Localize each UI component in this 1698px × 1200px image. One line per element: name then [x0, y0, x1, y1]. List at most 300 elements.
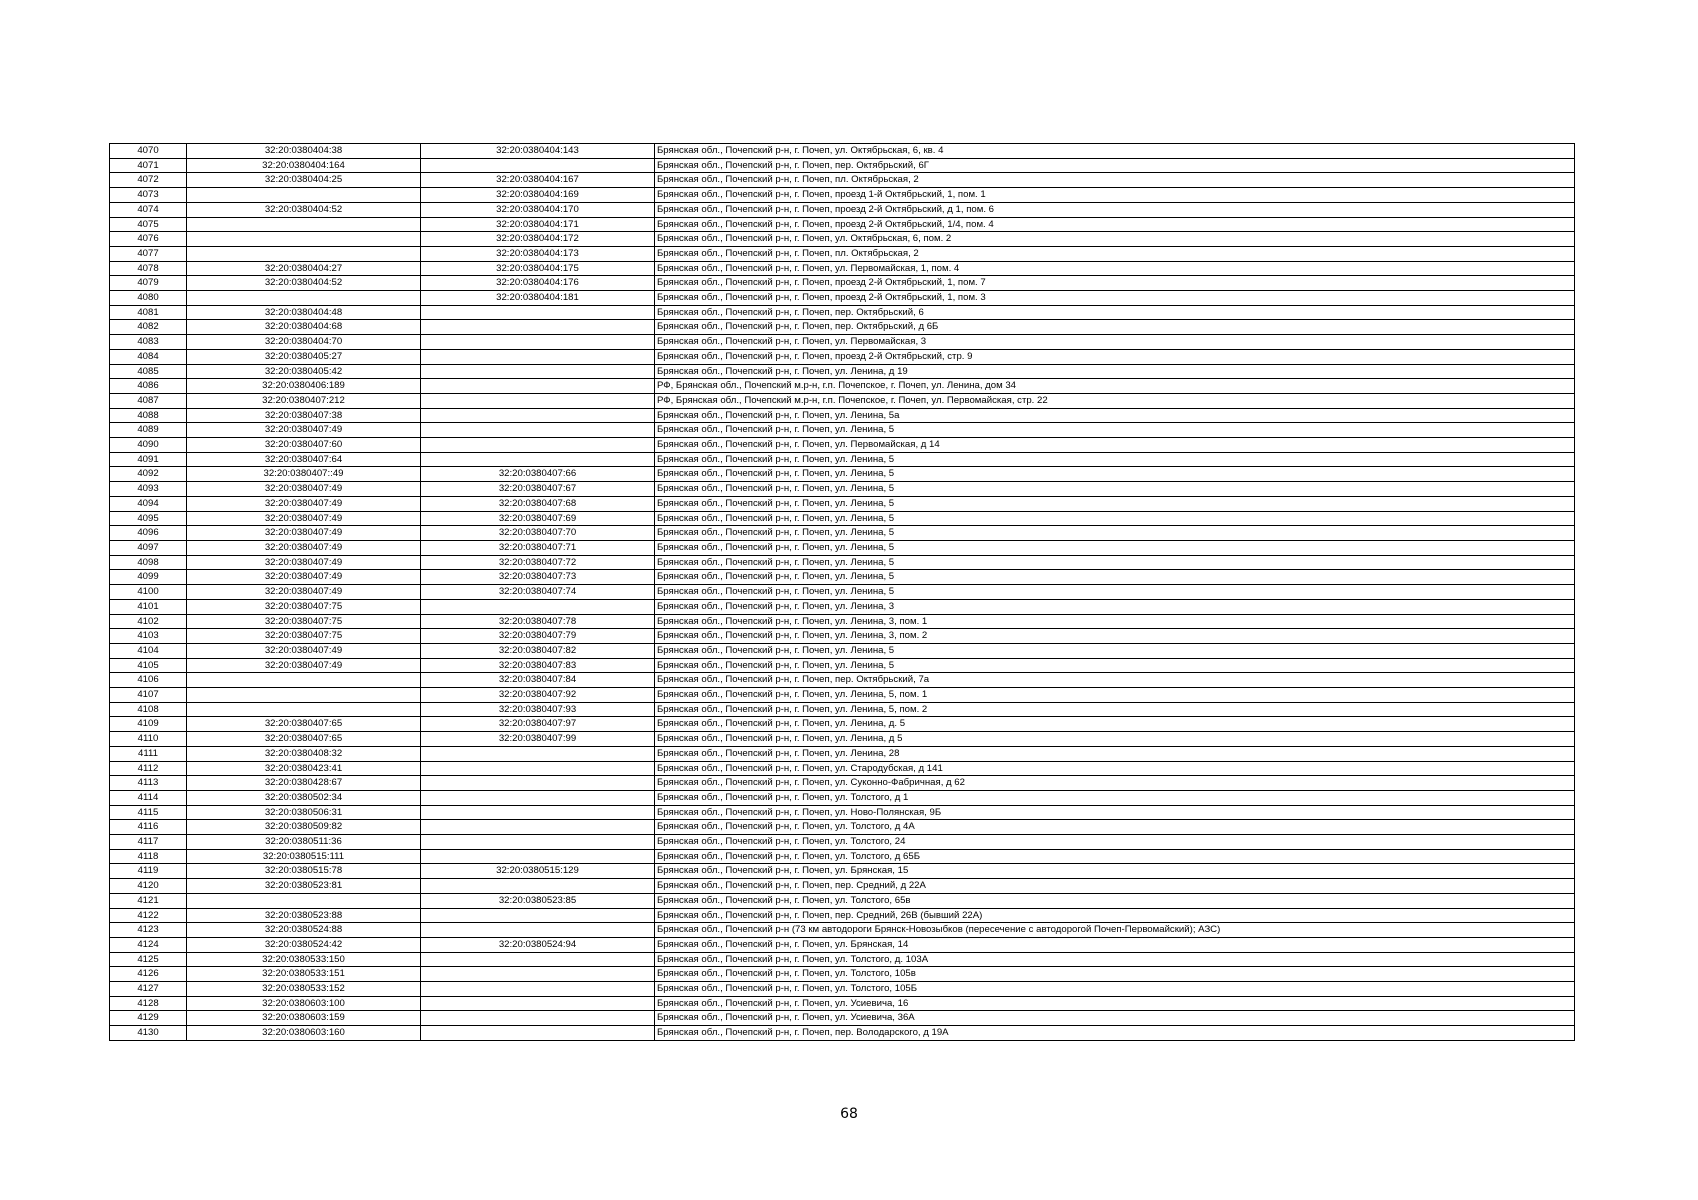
table-row — [110, 144, 1575, 159]
cadastral-number-cell: 32:20:0380407:75 — [187, 614, 421, 629]
address-cell: Брянская обл., Почепский р-н, г. Почеп, ул. Ленина, 5 — [655, 540, 1575, 555]
cadastral-number-cell — [187, 893, 421, 908]
address-cell: Брянская обл., Почепский р-н, г. Почеп, ул. Стародубская, д 141 — [655, 761, 1575, 776]
related-cadastral-number-cell — [421, 835, 655, 850]
address-cell: Брянская обл., Почепский р-н, г. Почеп, пер. Октябрьский, 7а — [655, 673, 1575, 688]
address-cell: Брянская обл., Почепский р-н, г. Почеп, пер. Средний, д 22А — [655, 879, 1575, 894]
table-row — [110, 173, 1575, 188]
row-number-cell: 4109 — [110, 717, 187, 732]
table-row — [110, 526, 1575, 541]
cadastral-number-cell: 32:20:0380506:31 — [187, 805, 421, 820]
table-row — [110, 1026, 1575, 1041]
address-cell: Брянская обл., Почепский р-н, г. Почеп, ул. Толстого, д 4А — [655, 820, 1575, 835]
row-number-cell: 4079 — [110, 276, 187, 291]
address-cell: Брянская обл., Почепский р-н, г. Почеп, ул. Ленина, 5 — [655, 570, 1575, 585]
cadastral-number-cell: 32:20:0380511:36 — [187, 835, 421, 850]
cadastral-number-cell: 32:20:0380408:32 — [187, 746, 421, 761]
table-row — [110, 688, 1575, 703]
address-cell: Брянская обл., Почепский р-н, г. Почеп, ул. Октябрьская, 6, кв. 4 — [655, 144, 1575, 159]
address-cell: Брянская обл., Почепский р-н, г. Почеп, ул. Ново-Полянская, 9Б — [655, 805, 1575, 820]
table-row — [110, 732, 1575, 747]
table-row — [110, 952, 1575, 967]
cadastral-number-cell: 32:20:0380407::49 — [187, 467, 421, 482]
address-cell: Брянская обл., Почепский р-н, г. Почеп, ул. Брянская, 15 — [655, 864, 1575, 879]
related-cadastral-number-cell — [421, 599, 655, 614]
row-number-cell: 4090 — [110, 438, 187, 453]
table-row — [110, 305, 1575, 320]
cadastral-number-cell: 32:20:0380407:64 — [187, 452, 421, 467]
cadastral-number-cell: 32:20:0380524:88 — [187, 923, 421, 938]
cadastral-number-cell: 32:20:0380404:48 — [187, 305, 421, 320]
related-cadastral-number-cell — [421, 820, 655, 835]
cadastral-number-cell: 32:20:0380533:150 — [187, 952, 421, 967]
table-row — [110, 937, 1575, 952]
cadastral-number-cell: 32:20:0380603:159 — [187, 1011, 421, 1026]
address-cell: Брянская обл., Почепский р-н, г. Почеп, ул. Толстого, д 65Б — [655, 849, 1575, 864]
related-cadastral-number-cell — [421, 408, 655, 423]
address-cell: Брянская обл., Почепский р-н, г. Почеп, ул. Ленина, д 19 — [655, 364, 1575, 379]
row-number-cell: 4093 — [110, 482, 187, 497]
table-row — [110, 570, 1575, 585]
table-row — [110, 908, 1575, 923]
related-cadastral-number-cell — [421, 423, 655, 438]
cadastral-number-cell — [187, 673, 421, 688]
page-number: 68 — [840, 1106, 858, 1122]
cadastral-number-cell: 32:20:0380407:38 — [187, 408, 421, 423]
address-cell: Брянская обл., Почепский р-н, г. Почеп, пер. Володарского, д 19А — [655, 1026, 1575, 1041]
registry-table-body — [110, 144, 1575, 1041]
row-number-cell: 4077 — [110, 246, 187, 261]
row-number-cell: 4076 — [110, 232, 187, 247]
related-cadastral-number-cell: 32:20:0380404:176 — [421, 276, 655, 291]
table-row — [110, 540, 1575, 555]
address-cell: Брянская обл., Почепский р-н, г. Почеп, пл. Октябрьская, 2 — [655, 246, 1575, 261]
address-cell: Брянская обл., Почепский р-н, г. Почеп, ул. Ленина, 5 — [655, 555, 1575, 570]
address-cell: Брянская обл., Почепский р-н, г. Почеп, ул. Толстого, д 1 — [655, 790, 1575, 805]
related-cadastral-number-cell — [421, 364, 655, 379]
row-number-cell: 4111 — [110, 746, 187, 761]
related-cadastral-number-cell: 32:20:0380404:167 — [421, 173, 655, 188]
row-number-cell: 4106 — [110, 673, 187, 688]
address-cell: Брянская обл., Почепский р-н, г. Почеп, проезд 2-й Октябрьский, 1, пом. 7 — [655, 276, 1575, 291]
related-cadastral-number-cell: 32:20:0380404:171 — [421, 217, 655, 232]
table-row — [110, 702, 1575, 717]
cadastral-number-cell — [187, 702, 421, 717]
related-cadastral-number-cell — [421, 379, 655, 394]
cadastral-number-cell: 32:20:0380407:49 — [187, 540, 421, 555]
table-row — [110, 805, 1575, 820]
row-number-cell: 4101 — [110, 599, 187, 614]
table-row — [110, 320, 1575, 335]
table-row — [110, 761, 1575, 776]
related-cadastral-number-cell: 32:20:0380407:79 — [421, 629, 655, 644]
related-cadastral-number-cell: 32:20:0380407:69 — [421, 511, 655, 526]
address-cell: Брянская обл., Почепский р-н, г. Почеп, ул. Первомайская, д 14 — [655, 438, 1575, 453]
address-cell: Брянская обл., Почепский р-н, г. Почеп, пер. Средний, 26В (бывший 22А) — [655, 908, 1575, 923]
row-number-cell: 4097 — [110, 540, 187, 555]
related-cadastral-number-cell — [421, 320, 655, 335]
table-row — [110, 555, 1575, 570]
row-number-cell: 4113 — [110, 776, 187, 791]
table-row — [110, 849, 1575, 864]
related-cadastral-number-cell — [421, 908, 655, 923]
cadastral-number-cell: 32:20:0380405:27 — [187, 349, 421, 364]
cadastral-number-cell: 32:20:0380523:81 — [187, 879, 421, 894]
table-row — [110, 982, 1575, 997]
registry-table — [109, 143, 1575, 1041]
related-cadastral-number-cell — [421, 305, 655, 320]
table-row — [110, 746, 1575, 761]
row-number-cell: 4108 — [110, 702, 187, 717]
address-cell: Брянская обл., Почепский р-н, г. Почеп, ул. Первомайская, 3 — [655, 335, 1575, 350]
table-row — [110, 658, 1575, 673]
address-cell: Брянская обл., Почепский р-н, г. Почеп, пер. Октябрьский, 6Г — [655, 158, 1575, 173]
related-cadastral-number-cell: 32:20:0380407:71 — [421, 540, 655, 555]
table-row — [110, 217, 1575, 232]
row-number-cell: 4125 — [110, 952, 187, 967]
address-cell: Брянская обл., Почепский р-н, г. Почеп, ул. Ленина, 5, пом. 2 — [655, 702, 1575, 717]
row-number-cell: 4103 — [110, 629, 187, 644]
row-number-cell: 4092 — [110, 467, 187, 482]
cadastral-number-cell: 32:20:0380533:151 — [187, 967, 421, 982]
related-cadastral-number-cell — [421, 452, 655, 467]
table-row — [110, 585, 1575, 600]
related-cadastral-number-cell: 32:20:0380407:92 — [421, 688, 655, 703]
address-cell: Брянская обл., Почепский р-н, г. Почеп, ул. Толстого, 24 — [655, 835, 1575, 850]
related-cadastral-number-cell: 32:20:0380404:170 — [421, 202, 655, 217]
row-number-cell: 4122 — [110, 908, 187, 923]
row-number-cell: 4098 — [110, 555, 187, 570]
related-cadastral-number-cell: 32:20:0380407:67 — [421, 482, 655, 497]
cadastral-number-cell: 32:20:0380603:160 — [187, 1026, 421, 1041]
address-cell: Брянская обл., Почепский р-н, г. Почеп, ул. Ленина, д. 5 — [655, 717, 1575, 732]
row-number-cell: 4080 — [110, 291, 187, 306]
address-cell: РФ, Брянская обл., Почепский м.р-н, г.п. Почепское, г. Почеп, ул. Первомайская, стр. 22 — [655, 393, 1575, 408]
related-cadastral-number-cell: 32:20:0380407:97 — [421, 717, 655, 732]
cadastral-number-cell: 32:20:0380407:49 — [187, 643, 421, 658]
row-number-cell: 4087 — [110, 393, 187, 408]
address-cell: Брянская обл., Почепский р-н, г. Почеп, ул. Ленина, 5а — [655, 408, 1575, 423]
table-row — [110, 232, 1575, 247]
related-cadastral-number-cell: 32:20:0380407:83 — [421, 658, 655, 673]
address-cell: Брянская обл., Почепский р-н, г. Почеп, ул. Ленина, 5 — [655, 467, 1575, 482]
related-cadastral-number-cell: 32:20:0380404:169 — [421, 188, 655, 203]
table-row — [110, 996, 1575, 1011]
row-number-cell: 4072 — [110, 173, 187, 188]
cadastral-number-cell — [187, 232, 421, 247]
cadastral-number-cell: 32:20:0380407:49 — [187, 423, 421, 438]
address-cell: Брянская обл., Почепский р-н, г. Почеп, ул. Брянская, 14 — [655, 937, 1575, 952]
table-row — [110, 496, 1575, 511]
table-row — [110, 893, 1575, 908]
table-row — [110, 202, 1575, 217]
related-cadastral-number-cell — [421, 805, 655, 820]
address-cell: Брянская обл., Почепский р-н, г. Почеп, ул. Ленина, 5 — [655, 423, 1575, 438]
row-number-cell: 4127 — [110, 982, 187, 997]
cadastral-number-cell: 32:20:0380509:82 — [187, 820, 421, 835]
related-cadastral-number-cell — [421, 349, 655, 364]
address-cell: Брянская обл., Почепский р-н, г. Почеп, ул. Ленина, 5 — [655, 511, 1575, 526]
address-cell: Брянская обл., Почепский р-н, г. Почеп, ул. Усиевича, 16 — [655, 996, 1575, 1011]
table-row — [110, 276, 1575, 291]
related-cadastral-number-cell: 32:20:0380407:72 — [421, 555, 655, 570]
table-row — [110, 393, 1575, 408]
row-number-cell: 4085 — [110, 364, 187, 379]
address-cell: Брянская обл., Почепский р-н, г. Почеп, проезд 2-й Октябрьский, д 1, пом. 6 — [655, 202, 1575, 217]
cadastral-number-cell: 32:20:0380406:189 — [187, 379, 421, 394]
cadastral-number-cell: 32:20:0380407:212 — [187, 393, 421, 408]
table-row — [110, 1011, 1575, 1026]
cadastral-number-cell: 32:20:0380524:42 — [187, 937, 421, 952]
related-cadastral-number-cell — [421, 761, 655, 776]
table-row — [110, 673, 1575, 688]
table-row — [110, 423, 1575, 438]
table-row — [110, 261, 1575, 276]
cadastral-number-cell: 32:20:0380404:38 — [187, 144, 421, 159]
table-row — [110, 629, 1575, 644]
cadastral-number-cell: 32:20:0380407:49 — [187, 658, 421, 673]
address-cell: Брянская обл., Почепский р-н, г. Почеп, ул. Первомайская, 1, пом. 4 — [655, 261, 1575, 276]
address-cell: Брянская обл., Почепский р-н, г. Почеп, пер. Октябрьский, д 6Б — [655, 320, 1575, 335]
related-cadastral-number-cell — [421, 967, 655, 982]
row-number-cell: 4086 — [110, 379, 187, 394]
related-cadastral-number-cell: 32:20:0380407:99 — [421, 732, 655, 747]
table-row — [110, 467, 1575, 482]
table-row — [110, 438, 1575, 453]
address-cell: Брянская обл., Почепский р-н, г. Почеп, ул. Ленина, 5 — [655, 452, 1575, 467]
address-cell: Брянская обл., Почепский р-н, г. Почеп, проезд 1-й Октябрьский, 1, пом. 1 — [655, 188, 1575, 203]
address-cell: Брянская обл., Почепский р-н, г. Почеп, ул. Ленина, 5 — [655, 526, 1575, 541]
address-cell: Брянская обл., Почепский р-н, г. Почеп, ул. Ленина, 3, пом. 1 — [655, 614, 1575, 629]
related-cadastral-number-cell — [421, 393, 655, 408]
related-cadastral-number-cell — [421, 1011, 655, 1026]
table-row — [110, 349, 1575, 364]
table-row — [110, 923, 1575, 938]
row-number-cell: 4130 — [110, 1026, 187, 1041]
table-row — [110, 335, 1575, 350]
cadastral-number-cell: 32:20:0380428:67 — [187, 776, 421, 791]
address-cell: Брянская обл., Почепский р-н, г. Почеп, ул. Толстого, д. 103А — [655, 952, 1575, 967]
row-number-cell: 4115 — [110, 805, 187, 820]
cadastral-number-cell — [187, 291, 421, 306]
address-cell: Брянская обл., Почепский р-н (73 км автодороги Брянск-Новозыбков (пересечение с автодорогой Почеп-Первомайский); АЗС) — [655, 923, 1575, 938]
related-cadastral-number-cell — [421, 982, 655, 997]
related-cadastral-number-cell: 32:20:0380404:172 — [421, 232, 655, 247]
row-number-cell: 4078 — [110, 261, 187, 276]
related-cadastral-number-cell — [421, 790, 655, 805]
cadastral-number-cell: 32:20:0380515:78 — [187, 864, 421, 879]
cadastral-number-cell: 32:20:0380407:49 — [187, 570, 421, 585]
related-cadastral-number-cell — [421, 438, 655, 453]
row-number-cell: 4100 — [110, 585, 187, 600]
cadastral-number-cell: 32:20:0380404:27 — [187, 261, 421, 276]
row-number-cell: 4118 — [110, 849, 187, 864]
row-number-cell: 4123 — [110, 923, 187, 938]
cadastral-number-cell: 32:20:0380407:75 — [187, 629, 421, 644]
related-cadastral-number-cell — [421, 923, 655, 938]
cadastral-number-cell: 32:20:0380407:49 — [187, 585, 421, 600]
cadastral-number-cell: 32:20:0380407:49 — [187, 555, 421, 570]
table-row — [110, 879, 1575, 894]
related-cadastral-number-cell: 32:20:0380407:82 — [421, 643, 655, 658]
address-cell: Брянская обл., Почепский р-н, г. Почеп, проезд 2-й Октябрьский, 1, пом. 3 — [655, 291, 1575, 306]
row-number-cell: 4102 — [110, 614, 187, 629]
cadastral-number-cell: 32:20:0380407:65 — [187, 717, 421, 732]
row-number-cell: 4070 — [110, 144, 187, 159]
table-row — [110, 967, 1575, 982]
cadastral-number-cell: 32:20:0380502:34 — [187, 790, 421, 805]
table-row — [110, 246, 1575, 261]
table-row — [110, 790, 1575, 805]
cadastral-number-cell: 32:20:0380423:41 — [187, 761, 421, 776]
row-number-cell: 4084 — [110, 349, 187, 364]
cadastral-number-cell: 32:20:0380404:68 — [187, 320, 421, 335]
table-row — [110, 188, 1575, 203]
related-cadastral-number-cell — [421, 849, 655, 864]
row-number-cell: 4124 — [110, 937, 187, 952]
address-cell: Брянская обл., Почепский р-н, г. Почеп, ул. Ленина, 5 — [655, 496, 1575, 511]
row-number-cell: 4075 — [110, 217, 187, 232]
cadastral-number-cell: 32:20:0380407:60 — [187, 438, 421, 453]
table-row — [110, 364, 1575, 379]
cadastral-number-cell — [187, 188, 421, 203]
cadastral-number-cell — [187, 688, 421, 703]
table-row — [110, 820, 1575, 835]
row-number-cell: 4096 — [110, 526, 187, 541]
address-cell: Брянская обл., Почепский р-н, г. Почеп, ул. Ленина, 3, пом. 2 — [655, 629, 1575, 644]
row-number-cell: 4088 — [110, 408, 187, 423]
related-cadastral-number-cell: 32:20:0380407:78 — [421, 614, 655, 629]
address-cell: Брянская обл., Почепский р-н, г. Почеп, проезд 2-й Октябрьский, 1/4, пом. 4 — [655, 217, 1575, 232]
row-number-cell: 4089 — [110, 423, 187, 438]
related-cadastral-number-cell: 32:20:0380407:68 — [421, 496, 655, 511]
cadastral-number-cell: 32:20:0380407:49 — [187, 526, 421, 541]
related-cadastral-number-cell — [421, 952, 655, 967]
address-cell: Брянская обл., Почепский р-н, г. Почеп, ул. Ленина, 5 — [655, 482, 1575, 497]
row-number-cell: 4105 — [110, 658, 187, 673]
cadastral-number-cell: 32:20:0380407:49 — [187, 511, 421, 526]
related-cadastral-number-cell: 32:20:0380404:175 — [421, 261, 655, 276]
address-cell: Брянская обл., Почепский р-н, г. Почеп, ул. Ленина, 5 — [655, 658, 1575, 673]
related-cadastral-number-cell: 32:20:0380404:181 — [421, 291, 655, 306]
address-cell: Брянская обл., Почепский р-н, г. Почеп, ул. Суконно-Фабричная, д 62 — [655, 776, 1575, 791]
cadastral-number-cell: 32:20:0380533:152 — [187, 982, 421, 997]
address-cell: Брянская обл., Почепский р-н, г. Почеп, ул. Толстого, 105Б — [655, 982, 1575, 997]
table-row — [110, 379, 1575, 394]
row-number-cell: 4121 — [110, 893, 187, 908]
row-number-cell: 4112 — [110, 761, 187, 776]
row-number-cell: 4074 — [110, 202, 187, 217]
cadastral-number-cell — [187, 246, 421, 261]
cadastral-number-cell: 32:20:0380404:52 — [187, 202, 421, 217]
cadastral-number-cell: 32:20:0380603:100 — [187, 996, 421, 1011]
row-number-cell: 4104 — [110, 643, 187, 658]
related-cadastral-number-cell: 32:20:0380407:84 — [421, 673, 655, 688]
table-row — [110, 864, 1575, 879]
related-cadastral-number-cell — [421, 776, 655, 791]
address-cell: Брянская обл., Почепский р-н, г. Почеп, ул. Ленина, 5 — [655, 585, 1575, 600]
row-number-cell: 4110 — [110, 732, 187, 747]
row-number-cell: 4129 — [110, 1011, 187, 1026]
cadastral-number-cell: 32:20:0380407:49 — [187, 482, 421, 497]
address-cell: РФ, Брянская обл., Почепский м.р-н, г.п. Почепское, г. Почеп, ул. Ленина, дом 34 — [655, 379, 1575, 394]
cadastral-number-cell: 32:20:0380407:65 — [187, 732, 421, 747]
row-number-cell: 4119 — [110, 864, 187, 879]
table-row — [110, 291, 1575, 306]
related-cadastral-number-cell: 32:20:0380515:129 — [421, 864, 655, 879]
cadastral-number-cell: 32:20:0380523:88 — [187, 908, 421, 923]
table-row — [110, 599, 1575, 614]
address-cell: Брянская обл., Почепский р-н, г. Почеп, пл. Октябрьская, 2 — [655, 173, 1575, 188]
cadastral-number-cell: 32:20:0380404:164 — [187, 158, 421, 173]
related-cadastral-number-cell — [421, 746, 655, 761]
cadastral-number-cell: 32:20:0380404:52 — [187, 276, 421, 291]
row-number-cell: 4082 — [110, 320, 187, 335]
related-cadastral-number-cell — [421, 1026, 655, 1041]
related-cadastral-number-cell: 32:20:0380407:70 — [421, 526, 655, 541]
cadastral-number-cell: 32:20:0380405:42 — [187, 364, 421, 379]
related-cadastral-number-cell: 32:20:0380524:94 — [421, 937, 655, 952]
address-cell: Брянская обл., Почепский р-н, г. Почеп, ул. Усиевича, 36А — [655, 1011, 1575, 1026]
table-row — [110, 158, 1575, 173]
related-cadastral-number-cell — [421, 158, 655, 173]
row-number-cell: 4073 — [110, 188, 187, 203]
row-number-cell: 4120 — [110, 879, 187, 894]
row-number-cell: 4099 — [110, 570, 187, 585]
related-cadastral-number-cell — [421, 996, 655, 1011]
address-cell: Брянская обл., Почепский р-н, г. Почеп, ул. Ленина, 28 — [655, 746, 1575, 761]
table-row — [110, 408, 1575, 423]
table-row — [110, 614, 1575, 629]
address-cell: Брянская обл., Почепский р-н, г. Почеп, проезд 2-й Октябрьский, стр. 9 — [655, 349, 1575, 364]
cadastral-number-cell: 32:20:0380404:70 — [187, 335, 421, 350]
related-cadastral-number-cell: 32:20:0380407:93 — [421, 702, 655, 717]
address-cell: Брянская обл., Почепский р-н, г. Почеп, ул. Толстого, 65в — [655, 893, 1575, 908]
table-row — [110, 643, 1575, 658]
cadastral-number-cell: 32:20:0380407:75 — [187, 599, 421, 614]
table-row — [110, 717, 1575, 732]
row-number-cell: 4128 — [110, 996, 187, 1011]
row-number-cell: 4126 — [110, 967, 187, 982]
cadastral-number-cell: 32:20:0380515:111 — [187, 849, 421, 864]
cadastral-number-cell: 32:20:0380407:49 — [187, 496, 421, 511]
related-cadastral-number-cell: 32:20:0380407:74 — [421, 585, 655, 600]
related-cadastral-number-cell: 32:20:0380523:85 — [421, 893, 655, 908]
related-cadastral-number-cell: 32:20:0380407:73 — [421, 570, 655, 585]
related-cadastral-number-cell: 32:20:0380404:173 — [421, 246, 655, 261]
related-cadastral-number-cell — [421, 335, 655, 350]
related-cadastral-number-cell: 32:20:0380404:143 — [421, 144, 655, 159]
table-row — [110, 452, 1575, 467]
row-number-cell: 4091 — [110, 452, 187, 467]
row-number-cell: 4083 — [110, 335, 187, 350]
cadastral-number-cell — [187, 217, 421, 232]
address-cell: Брянская обл., Почепский р-н, г. Почеп, ул. Октябрьская, 6, пом. 2 — [655, 232, 1575, 247]
table-row — [110, 482, 1575, 497]
table-row — [110, 776, 1575, 791]
address-cell: Брянская обл., Почепский р-н, г. Почеп, ул. Толстого, 105в — [655, 967, 1575, 982]
table-row — [110, 835, 1575, 850]
row-number-cell: 4081 — [110, 305, 187, 320]
related-cadastral-number-cell — [421, 879, 655, 894]
address-cell: Брянская обл., Почепский р-н, г. Почеп, ул. Ленина, 3 — [655, 599, 1575, 614]
row-number-cell: 4117 — [110, 835, 187, 850]
row-number-cell: 4114 — [110, 790, 187, 805]
row-number-cell: 4095 — [110, 511, 187, 526]
address-cell: Брянская обл., Почепский р-н, г. Почеп, ул. Ленина, д 5 — [655, 732, 1575, 747]
address-cell: Брянская обл., Почепский р-н, г. Почеп, ул. Ленина, 5, пом. 1 — [655, 688, 1575, 703]
row-number-cell: 4094 — [110, 496, 187, 511]
